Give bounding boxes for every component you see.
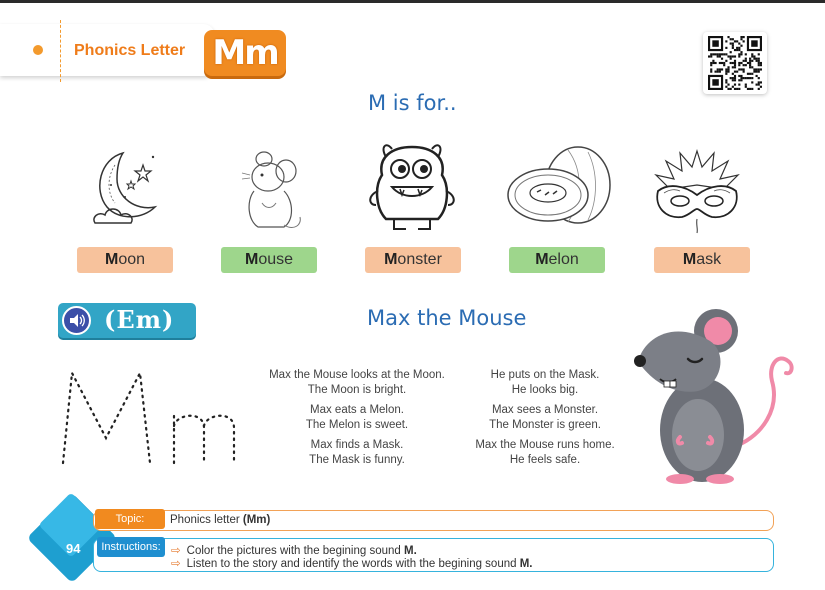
story-line: The Monster is green. — [489, 419, 601, 431]
story-line: Max eats a Melon. — [310, 404, 404, 416]
story-line: He looks big. — [511, 384, 579, 396]
story-column-left — [262, 368, 452, 473]
section-title: M is for.. — [368, 91, 457, 115]
word-rest: oon — [118, 251, 146, 268]
story-line: The Mask is funny. — [309, 454, 405, 466]
moon-icon — [85, 145, 165, 235]
letter-badge: Mm — [204, 30, 286, 76]
word-initial: M — [682, 251, 697, 268]
mouse-icon — [228, 145, 308, 235]
word-label — [77, 247, 173, 273]
word-rest: onster — [397, 251, 442, 268]
story-line: He puts on the Mask. — [490, 369, 600, 381]
story-paragraph — [465, 368, 625, 398]
speaker-icon[interactable] — [62, 306, 91, 335]
instruction-text: Listen to the story and identify the words with the begining sound — [186, 558, 517, 570]
story-title: Max the Mouse — [367, 306, 527, 330]
qr-code-icon — [707, 36, 763, 90]
arrow-icon: ⇨ — [171, 545, 181, 557]
word-initial: M — [535, 251, 549, 268]
melon-icon — [503, 140, 613, 235]
story-line: Max sees a Monster. — [491, 404, 599, 416]
mouse-character — [632, 305, 802, 490]
word-rest: elon — [548, 251, 579, 268]
top-border — [0, 0, 825, 3]
story-paragraph — [465, 403, 625, 433]
topic-label: Topic: — [95, 509, 165, 529]
letter-tracing — [58, 368, 243, 468]
topic-text — [170, 514, 270, 526]
page-number: 94 — [66, 541, 81, 556]
dashed-divider — [60, 20, 61, 82]
story-column-right — [465, 368, 625, 473]
story-line: Max the Mouse looks at the Moon. — [269, 369, 445, 381]
pronunciation-button[interactable] — [58, 303, 196, 338]
mask-icon — [650, 145, 745, 235]
bullet-dot — [33, 45, 43, 55]
story-paragraph — [262, 368, 452, 398]
page-title: Phonics Letter — [74, 42, 186, 59]
word-initial: M — [244, 251, 259, 268]
arrow-icon: ⇨ — [171, 558, 181, 570]
instruction-text: Color the pictures with the begining sound — [186, 545, 401, 557]
word-label — [509, 247, 605, 273]
story-line: He feels safe. — [509, 454, 581, 466]
word-initial: M — [384, 251, 398, 268]
story-paragraph — [262, 438, 452, 468]
monster-icon — [362, 135, 462, 235]
topic-letter: (Mm) — [242, 514, 271, 526]
word-rest: ouse — [258, 251, 294, 268]
qr-code[interactable] — [703, 32, 767, 94]
instruction-letter: M. — [519, 558, 533, 570]
instruction-letter: M. — [404, 545, 417, 557]
instruction-item — [171, 556, 533, 570]
pronunciation-text: (Em) — [104, 305, 175, 334]
story-line: Max the Mouse runs home. — [475, 439, 615, 451]
word-initial: M — [104, 251, 119, 268]
story-line: The Moon is bright. — [307, 384, 407, 396]
story-paragraph — [262, 403, 452, 433]
word-label — [365, 247, 461, 273]
topic-value: Phonics letter — [170, 514, 240, 526]
word-label — [654, 247, 750, 273]
word-rest: ask — [696, 251, 722, 268]
story-line: Max finds a Mask. — [310, 439, 404, 451]
word-label — [221, 247, 317, 273]
instructions-label: Instructions: — [97, 537, 165, 557]
instruction-item — [171, 543, 417, 557]
story-line: The Melon is sweet. — [305, 419, 409, 431]
story-paragraph — [465, 438, 625, 468]
